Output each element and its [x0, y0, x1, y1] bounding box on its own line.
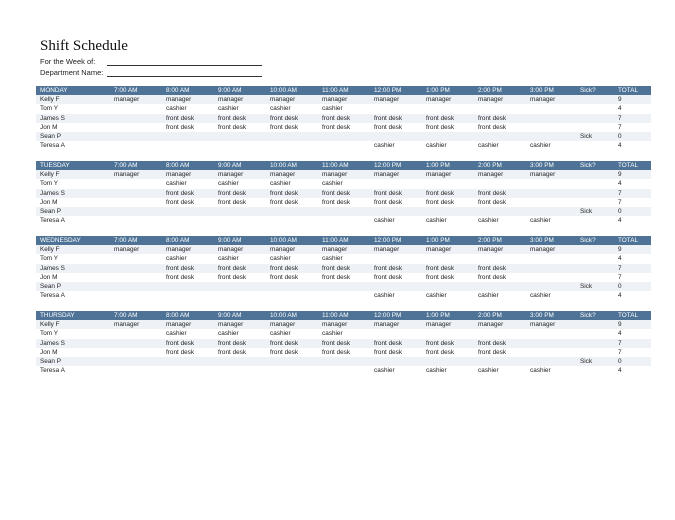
table-row [36, 216, 651, 225]
shift-cell: cashier [426, 292, 447, 300]
shift-cell: front desk [270, 273, 299, 281]
shift-cell: cashier [426, 367, 447, 375]
day-name: THURSDAY [40, 312, 75, 319]
shift-cell: manager [478, 96, 504, 104]
hour-header: 8:00 AM [166, 87, 190, 94]
total-cell: 0 [618, 207, 622, 215]
hour-header: 9:00 AM [218, 312, 242, 319]
shift-cell: cashier [166, 180, 187, 188]
total-header: TOTAL [618, 312, 639, 319]
hour-header: 1:00 PM [426, 87, 450, 94]
employee-name: Teresa A [40, 217, 65, 225]
shift-cell: manager [218, 246, 244, 254]
shift-cell: front desk [166, 339, 195, 347]
shift-cell: front desk [218, 189, 247, 197]
shift-cell: front desk [166, 264, 195, 272]
total-cell: 7 [618, 273, 622, 281]
shift-cell: front desk [322, 189, 351, 197]
shift-cell: manager [270, 96, 296, 104]
shift-cell: manager [374, 96, 400, 104]
hour-header: 7:00 AM [114, 237, 138, 244]
shift-cell: cashier [478, 217, 499, 225]
shift-cell: manager [218, 171, 244, 179]
hour-header: 3:00 PM [530, 312, 554, 319]
employee-name: James S [40, 189, 65, 197]
shift-cell: manager [374, 246, 400, 254]
shift-cell: manager [218, 96, 244, 104]
shift-cell: cashier [166, 255, 187, 263]
table-row [36, 170, 651, 179]
shift-cell: front desk [218, 264, 247, 272]
table-row [36, 132, 651, 141]
shift-cell: front desk [322, 123, 351, 131]
shift-cell: front desk [374, 264, 403, 272]
hour-header: 8:00 AM [166, 312, 190, 319]
shift-cell: front desk [166, 198, 195, 206]
table-row [36, 254, 651, 263]
table-row [36, 273, 651, 282]
shift-cell: front desk [374, 123, 403, 131]
employee-name: Sean P [40, 357, 61, 365]
shift-cell: front desk [426, 273, 455, 281]
employee-name: Sean P [40, 282, 61, 290]
table-row [36, 320, 651, 329]
shift-cell: front desk [322, 198, 351, 206]
employee-name: Teresa A [40, 142, 65, 150]
shift-cell: front desk [218, 273, 247, 281]
total-cell: 4 [618, 330, 622, 338]
shift-cell: front desk [478, 273, 507, 281]
shift-cell: cashier [166, 105, 187, 113]
shift-cell: front desk [478, 189, 507, 197]
shift-cell: front desk [166, 273, 195, 281]
shift-cell: cashier [322, 255, 343, 263]
hour-header: 7:00 AM [114, 87, 138, 94]
hour-header: 10:00 AM [270, 312, 298, 319]
table-row [36, 104, 651, 113]
employee-name: Kelly F [40, 321, 60, 329]
table-row [36, 264, 651, 273]
total-cell: 4 [618, 292, 622, 300]
hour-header: 11:00 AM [322, 162, 349, 169]
shift-cell: front desk [478, 264, 507, 272]
shift-cell: cashier [374, 292, 395, 300]
shift-cell: front desk [426, 339, 455, 347]
day-name: WEDNESDAY [40, 237, 81, 244]
sick-cell: Sick [580, 132, 593, 140]
shift-cell: cashier [218, 180, 239, 188]
sick-cell: Sick [580, 282, 593, 290]
shift-cell: manager [426, 246, 452, 254]
shift-cell: manager [426, 171, 452, 179]
shift-cell: manager [166, 96, 192, 104]
shift-cell: cashier [218, 105, 239, 113]
shift-cell: front desk [270, 339, 299, 347]
shift-cell: front desk [270, 348, 299, 356]
day-table-wednesday [36, 236, 651, 300]
shift-cell: front desk [322, 114, 351, 122]
table-row [36, 179, 651, 188]
hour-header: 1:00 PM [426, 237, 450, 244]
shift-cell: cashier [530, 142, 551, 150]
total-cell: 9 [618, 171, 622, 179]
shift-cell: front desk [270, 114, 299, 122]
shift-cell: manager [114, 171, 140, 179]
table-row [36, 339, 651, 348]
sick-header: Sick? [580, 312, 596, 319]
day-name: MONDAY [40, 87, 68, 94]
shift-cell: front desk [166, 123, 195, 131]
total-header: TOTAL [618, 162, 639, 169]
day-table-thursday [36, 311, 651, 375]
department-label: Department Name: [40, 68, 104, 77]
employee-name: Kelly F [40, 96, 60, 104]
day-header-row [36, 311, 651, 320]
shift-cell: front desk [218, 339, 247, 347]
employee-name: Tom Y [40, 105, 58, 113]
table-row [36, 245, 651, 254]
total-cell: 4 [618, 255, 622, 263]
shift-cell: cashier [166, 330, 187, 338]
shift-cell: front desk [218, 123, 247, 131]
hour-header: 2:00 PM [478, 312, 502, 319]
table-row [36, 357, 651, 366]
table-row [36, 366, 651, 375]
shift-cell: front desk [478, 339, 507, 347]
shift-cell: manager [218, 321, 244, 329]
total-cell: 7 [618, 189, 622, 197]
hour-header: 7:00 AM [114, 162, 138, 169]
shift-cell: manager [478, 171, 504, 179]
employee-name: Sean P [40, 132, 61, 140]
total-cell: 9 [618, 246, 622, 254]
day-header-row [36, 86, 651, 95]
total-cell: 4 [618, 105, 622, 113]
table-row [36, 189, 651, 198]
shift-cell: manager [530, 246, 556, 254]
shift-cell: front desk [374, 339, 403, 347]
shift-cell: manager [374, 321, 400, 329]
total-cell: 9 [618, 96, 622, 104]
shift-cell: front desk [270, 264, 299, 272]
shift-cell: front desk [270, 189, 299, 197]
hour-header: 10:00 AM [270, 162, 298, 169]
shift-cell: manager [322, 171, 348, 179]
shift-cell: cashier [426, 217, 447, 225]
shift-cell: manager [374, 171, 400, 179]
total-cell: 4 [618, 142, 622, 150]
total-cell: 7 [618, 264, 622, 272]
shift-cell: front desk [166, 348, 195, 356]
employee-name: Jon M [40, 123, 58, 131]
shift-cell: manager [478, 321, 504, 329]
shift-cell: cashier [270, 255, 291, 263]
hour-header: 12:00 PM [374, 312, 402, 319]
shift-cell: manager [426, 96, 452, 104]
hour-header: 10:00 AM [270, 237, 298, 244]
page-title: Shift Schedule [40, 38, 128, 54]
shift-cell: front desk [374, 348, 403, 356]
day-table-tuesday [36, 161, 651, 225]
shift-cell: front desk [478, 348, 507, 356]
shift-cell: front desk [374, 114, 403, 122]
shift-cell: manager [322, 96, 348, 104]
week-input-line[interactable] [107, 65, 262, 66]
shift-cell: manager [270, 321, 296, 329]
hour-header: 12:00 PM [374, 87, 402, 94]
shift-cell: cashier [270, 330, 291, 338]
shift-cell: front desk [478, 123, 507, 131]
shift-cell: manager [530, 321, 556, 329]
employee-name: Kelly F [40, 171, 60, 179]
day-header-row [36, 161, 651, 170]
employee-name: Jon M [40, 273, 58, 281]
hour-header: 7:00 AM [114, 312, 138, 319]
hour-header: 3:00 PM [530, 237, 554, 244]
employee-name: Kelly F [40, 246, 60, 254]
hour-header: 11:00 AM [322, 87, 349, 94]
shift-cell: front desk [322, 264, 351, 272]
total-cell: 0 [618, 357, 622, 365]
employee-name: Tom Y [40, 255, 58, 263]
table-row [36, 198, 651, 207]
table-row [36, 123, 651, 132]
employee-name: James S [40, 114, 65, 122]
hour-header: 3:00 PM [530, 87, 554, 94]
shift-cell: manager [114, 246, 140, 254]
shift-cell: cashier [270, 105, 291, 113]
table-row [36, 329, 651, 338]
shift-cell: cashier [270, 180, 291, 188]
shift-cell: front desk [478, 198, 507, 206]
shift-cell: front desk [478, 114, 507, 122]
shift-cell: front desk [426, 264, 455, 272]
shift-cell: cashier [322, 105, 343, 113]
department-input-line[interactable] [107, 76, 262, 77]
shift-cell: cashier [478, 292, 499, 300]
day-header-row [36, 236, 651, 245]
hour-header: 1:00 PM [426, 312, 450, 319]
sick-header: Sick? [580, 162, 596, 169]
shift-cell: manager [478, 246, 504, 254]
shift-cell: manager [114, 321, 140, 329]
hour-header: 9:00 AM [218, 162, 242, 169]
shift-cell: manager [530, 171, 556, 179]
shift-cell: front desk [374, 198, 403, 206]
hour-header: 10:00 AM [270, 87, 298, 94]
shift-cell: front desk [322, 348, 351, 356]
shift-cell: cashier [322, 330, 343, 338]
total-cell: 4 [618, 180, 622, 188]
shift-cell: front desk [426, 123, 455, 131]
shift-cell: front desk [426, 189, 455, 197]
hour-header: 2:00 PM [478, 237, 502, 244]
shift-cell: cashier [374, 217, 395, 225]
hour-header: 8:00 AM [166, 237, 190, 244]
shift-cell: manager [426, 321, 452, 329]
shift-cell: manager [530, 96, 556, 104]
employee-name: Teresa A [40, 292, 65, 300]
shift-cell: front desk [166, 114, 195, 122]
total-header: TOTAL [618, 87, 639, 94]
shift-cell: cashier [374, 367, 395, 375]
shift-cell: manager [166, 171, 192, 179]
shift-cell: cashier [322, 180, 343, 188]
sick-header: Sick? [580, 87, 596, 94]
shift-cell: front desk [270, 198, 299, 206]
employee-name: Jon M [40, 348, 58, 356]
total-cell: 4 [618, 217, 622, 225]
table-row [36, 291, 651, 300]
table-row [36, 282, 651, 291]
table-row [36, 207, 651, 216]
employee-name: Sean P [40, 207, 61, 215]
shift-cell: cashier [218, 330, 239, 338]
shift-cell: cashier [530, 217, 551, 225]
total-cell: 7 [618, 123, 622, 131]
shift-cell: front desk [218, 348, 247, 356]
sick-header: Sick? [580, 237, 596, 244]
shift-cell: front desk [374, 273, 403, 281]
table-row [36, 348, 651, 357]
hour-header: 9:00 AM [218, 237, 242, 244]
shift-cell: front desk [270, 123, 299, 131]
shift-cell: front desk [322, 273, 351, 281]
total-cell: 0 [618, 282, 622, 290]
shift-cell: front desk [426, 348, 455, 356]
total-cell: 7 [618, 198, 622, 206]
total-cell: 9 [618, 321, 622, 329]
shift-cell: cashier [426, 142, 447, 150]
employee-name: James S [40, 264, 65, 272]
total-cell: 7 [618, 339, 622, 347]
hour-header: 12:00 PM [374, 237, 402, 244]
hour-header: 1:00 PM [426, 162, 450, 169]
hour-header: 2:00 PM [478, 87, 502, 94]
shift-cell: front desk [218, 114, 247, 122]
total-cell: 7 [618, 348, 622, 356]
shift-cell: cashier [478, 142, 499, 150]
shift-cell: manager [114, 96, 140, 104]
shift-cell: front desk [322, 339, 351, 347]
employee-name: Jon M [40, 198, 58, 206]
employee-name: Tom Y [40, 330, 58, 338]
hour-header: 11:00 AM [322, 312, 349, 319]
shift-cell: front desk [426, 114, 455, 122]
total-cell: 7 [618, 114, 622, 122]
employee-name: James S [40, 339, 65, 347]
shift-cell: manager [322, 246, 348, 254]
shift-cell: manager [322, 321, 348, 329]
hour-header: 3:00 PM [530, 162, 554, 169]
shift-cell: manager [270, 246, 296, 254]
week-label: For the Week of: [40, 57, 96, 66]
hour-header: 11:00 AM [322, 237, 349, 244]
sick-cell: Sick [580, 357, 593, 365]
day-name: TUESDAY [40, 162, 70, 169]
employee-name: Teresa A [40, 367, 65, 375]
sick-cell: Sick [580, 207, 593, 215]
shift-cell: cashier [530, 367, 551, 375]
total-header: TOTAL [618, 237, 639, 244]
total-cell: 0 [618, 132, 622, 140]
shift-cell: front desk [374, 189, 403, 197]
total-cell: 4 [618, 367, 622, 375]
hour-header: 8:00 AM [166, 162, 190, 169]
table-row [36, 95, 651, 104]
shift-cell: front desk [426, 198, 455, 206]
day-table-monday [36, 86, 651, 150]
table-row [36, 114, 651, 123]
shift-cell: manager [166, 246, 192, 254]
shift-cell: front desk [166, 189, 195, 197]
shift-cell: front desk [218, 198, 247, 206]
table-row [36, 141, 651, 150]
shift-cell: cashier [374, 142, 395, 150]
employee-name: Tom Y [40, 180, 58, 188]
shift-cell: cashier [218, 255, 239, 263]
hour-header: 12:00 PM [374, 162, 402, 169]
shift-cell: manager [270, 171, 296, 179]
shift-cell: cashier [530, 292, 551, 300]
hour-header: 9:00 AM [218, 87, 242, 94]
hour-header: 2:00 PM [478, 162, 502, 169]
shift-cell: manager [166, 321, 192, 329]
shift-cell: cashier [478, 367, 499, 375]
